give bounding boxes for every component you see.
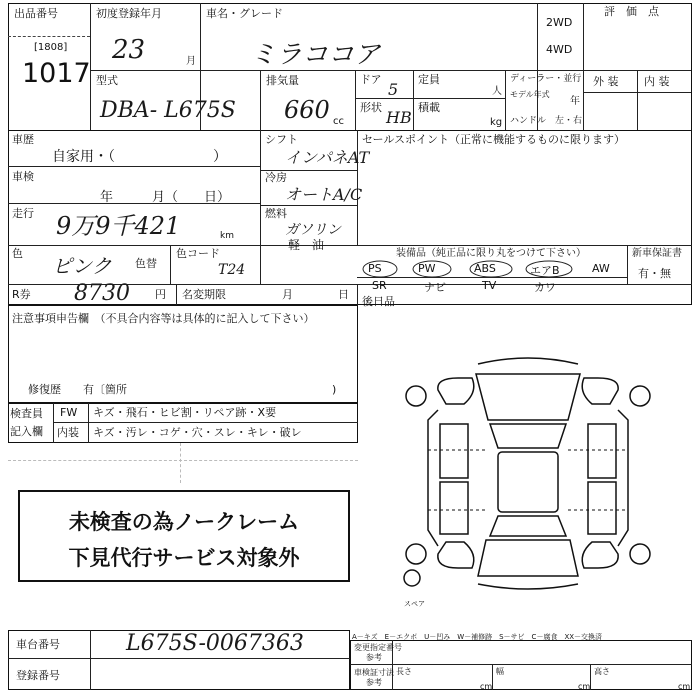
rear-window bbox=[490, 516, 566, 536]
banner-line-2: 下見代行サービス対象外 bbox=[68, 546, 300, 570]
usage-label: 車歴 bbox=[12, 133, 34, 146]
divider bbox=[8, 245, 692, 246]
later-items-label: 後日品 bbox=[362, 295, 395, 308]
divider bbox=[260, 70, 261, 130]
wheel-rear-left bbox=[406, 544, 426, 564]
divider bbox=[90, 630, 91, 690]
name-grade-value: ミラココア bbox=[250, 40, 381, 70]
shape-label: 形状 bbox=[360, 101, 382, 114]
warranty-label: 新車保証書 bbox=[632, 248, 682, 259]
equip-ps: PS bbox=[368, 262, 382, 275]
divider bbox=[355, 70, 356, 130]
warranty-value: 有・無 bbox=[638, 267, 671, 280]
exchange-label: 変更指定番号 bbox=[354, 643, 402, 652]
fw-text: キズ・飛石・ヒビ割・リペア跡・X要 bbox=[93, 406, 277, 419]
interior-check-label: 内装 bbox=[57, 426, 79, 439]
capacity-label: 定員 bbox=[418, 73, 440, 86]
displacement-value: 660 bbox=[284, 96, 330, 124]
banner-line-1: 未検査の為ノークレーム bbox=[68, 510, 300, 534]
rear-right-fender bbox=[582, 542, 618, 568]
windshield bbox=[490, 424, 566, 448]
inspection-value: 年 月（ 日） bbox=[100, 190, 231, 205]
rear-left-fender bbox=[438, 542, 474, 568]
divider bbox=[260, 205, 357, 206]
divider bbox=[583, 92, 691, 93]
divider bbox=[637, 70, 638, 130]
divider bbox=[357, 284, 358, 305]
divider bbox=[505, 70, 506, 130]
length-label: 長さ bbox=[396, 667, 412, 676]
right-side bbox=[618, 410, 628, 546]
height-unit: cm bbox=[678, 682, 691, 691]
color-change-label: 色替 bbox=[135, 257, 157, 270]
equip-navi: ナビ bbox=[424, 281, 446, 294]
equip-aw: AW bbox=[592, 262, 610, 275]
inspector-label-1: 検査員 bbox=[10, 407, 43, 420]
model-label: 型式 bbox=[96, 74, 118, 87]
color-code-value: T24 bbox=[218, 262, 246, 278]
width-unit: cm bbox=[578, 682, 591, 691]
fw-label: FW bbox=[60, 406, 78, 419]
spare-label: スペア bbox=[404, 600, 425, 608]
no-claim-banner bbox=[18, 490, 350, 582]
wheel-front-right bbox=[630, 386, 650, 406]
size-reference: 参考 bbox=[366, 678, 382, 687]
divider bbox=[350, 664, 692, 665]
notes-title: 注意事項申告欄 （不具合内容等は具体的に記入して下さい） bbox=[12, 312, 315, 325]
chassis-label: 車台番号 bbox=[16, 638, 60, 651]
car-diagram bbox=[398, 350, 658, 595]
sales-points-label: セールスポイント（正常に機能するものに限ります） bbox=[362, 133, 626, 146]
usage-value: 自家用・（ ） bbox=[52, 149, 227, 165]
panel-dash-lines bbox=[428, 450, 628, 510]
divider bbox=[8, 166, 260, 167]
divider bbox=[180, 443, 181, 483]
shape-value: HB bbox=[386, 108, 412, 127]
km-unit: km bbox=[220, 231, 234, 241]
fuel-value: ガソリン bbox=[285, 222, 341, 238]
fuel-label: 燃料 bbox=[265, 207, 287, 220]
recycle-label: R券 bbox=[12, 288, 31, 301]
equip-tv: TV bbox=[482, 279, 497, 292]
front-left-fender bbox=[438, 378, 474, 404]
divider bbox=[260, 130, 261, 284]
name-change-month: 月 bbox=[282, 288, 293, 301]
inspector-label-2: 記入欄 bbox=[10, 425, 43, 438]
ac-label: 冷房 bbox=[265, 171, 287, 184]
fuel-alt: 軽 油 bbox=[288, 238, 325, 252]
drive-2wd: 2WD bbox=[546, 16, 573, 29]
color-label: 色 bbox=[12, 247, 23, 260]
roof bbox=[498, 452, 558, 512]
registration-label: 登録番号 bbox=[16, 669, 60, 682]
front-right-fender bbox=[582, 378, 618, 404]
model-value: DBA- L675S bbox=[100, 98, 236, 123]
left-side bbox=[428, 410, 438, 546]
repair-label: 修復歴 有〔箇所 bbox=[28, 383, 127, 396]
divider bbox=[170, 245, 171, 284]
chassis-value: L675S-0067363 bbox=[126, 631, 304, 656]
tailgate bbox=[478, 540, 578, 576]
equip-pw: PW bbox=[418, 262, 436, 275]
rear-bumper-line bbox=[478, 584, 578, 589]
height-label: 高さ bbox=[594, 667, 610, 676]
color-code-label: 色コード bbox=[176, 247, 220, 260]
divider bbox=[53, 422, 358, 423]
equipment-label: 装備品（純正品に限り丸をつけて下さい） bbox=[396, 248, 586, 259]
divider bbox=[355, 98, 505, 99]
divider bbox=[537, 3, 538, 130]
name-change-label: 名変期限 bbox=[182, 288, 226, 301]
left-front-door bbox=[440, 424, 468, 478]
name-grade-label: 車名・グレード bbox=[206, 7, 283, 20]
year-unit: 年 bbox=[570, 96, 580, 107]
lot-number: 1017 bbox=[22, 58, 91, 89]
month-unit: 月 bbox=[186, 56, 196, 67]
name-change-day: 日 bbox=[338, 288, 349, 301]
divider bbox=[627, 245, 628, 284]
cc-unit: cc bbox=[333, 116, 344, 127]
shift-value: インパネAT bbox=[285, 148, 370, 167]
equipment-circles bbox=[360, 258, 580, 280]
model-year-label: モデル年式 bbox=[510, 90, 550, 99]
divider bbox=[413, 70, 414, 130]
right-front-door bbox=[588, 424, 616, 478]
first-registration-year: 23 bbox=[112, 35, 146, 65]
spare-wheel bbox=[404, 570, 420, 586]
displacement-label: 排気量 bbox=[266, 74, 299, 87]
repair-close: ) bbox=[332, 383, 337, 396]
equip-sr: SR bbox=[372, 279, 387, 292]
size-label: 車検証寸法 bbox=[354, 668, 394, 677]
door-value: 5 bbox=[388, 80, 399, 99]
equip-abs: ABS bbox=[474, 262, 496, 275]
wheel-rear-right bbox=[630, 544, 650, 564]
divider bbox=[8, 460, 358, 461]
inspection-label: 車検 bbox=[12, 170, 34, 183]
lot-code: [1808] bbox=[34, 42, 68, 53]
divider bbox=[583, 3, 584, 130]
payload-label: 積載 bbox=[418, 101, 440, 114]
wheel-front-left bbox=[406, 386, 426, 406]
equip-airbag: エアB bbox=[530, 264, 560, 277]
handle-label: ハンドル 左・右 bbox=[510, 116, 583, 126]
right-rear-door bbox=[588, 482, 616, 534]
color-value: ピンク bbox=[52, 254, 112, 278]
equip-leather: カワ bbox=[534, 281, 556, 294]
divider bbox=[53, 403, 54, 443]
damage-legend: A－キズ E－エクボ U－凹み W－補修跡 S－サビ C－腐食 XX－交換済 bbox=[352, 633, 603, 641]
hood bbox=[476, 374, 580, 420]
first-registration-label: 初度登録年月 bbox=[96, 7, 162, 20]
exterior-label: 外 装 bbox=[593, 75, 619, 88]
lot-label: 出品番号 bbox=[14, 7, 58, 20]
divider bbox=[176, 284, 177, 305]
recycle-value: 8730 bbox=[74, 281, 130, 306]
drive-4wd: 4WD bbox=[546, 43, 573, 56]
interior-check-text: キズ・汚レ・コゲ・穴・スレ・キレ・破レ bbox=[93, 426, 302, 439]
interior-label: 内 装 bbox=[644, 75, 670, 88]
dealer-label: ディーラー・並行 bbox=[510, 74, 582, 84]
person-unit: 人 bbox=[492, 86, 502, 97]
left-rear-door bbox=[440, 482, 468, 534]
divider bbox=[8, 36, 90, 37]
rating-label: 評 価 点 bbox=[604, 5, 659, 18]
front-bumper-line bbox=[478, 358, 578, 364]
kg-unit: kg bbox=[490, 117, 503, 128]
exchange-reference: 参考 bbox=[366, 653, 382, 662]
ac-value: オートA/C bbox=[285, 185, 363, 204]
width-label: 幅 bbox=[496, 667, 504, 676]
shift-label: シフト bbox=[265, 133, 298, 146]
divider bbox=[88, 403, 89, 443]
divider bbox=[8, 658, 350, 659]
length-unit: cm bbox=[480, 682, 493, 691]
mileage-value: 9万9千421 bbox=[56, 212, 181, 240]
yen-unit: 円 bbox=[155, 288, 166, 301]
door-label: ドア bbox=[360, 73, 382, 86]
mileage-label: 走行 bbox=[12, 207, 34, 220]
